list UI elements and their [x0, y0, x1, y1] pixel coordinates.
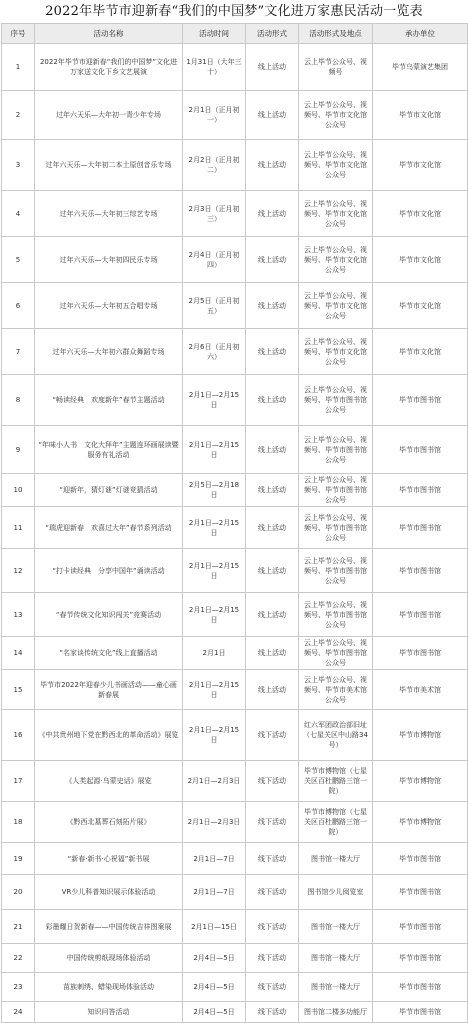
- activity-time-cell: 2月1日（正月初一）: [183, 91, 246, 140]
- organizer-cell: 毕节市图书馆: [373, 973, 468, 1002]
- col-header-name: 活动名称: [35, 24, 183, 44]
- table-row: [2, 670, 468, 710]
- organizer-cell: 毕节市图书馆: [373, 1002, 468, 1023]
- activity-form-cell: 线上活动: [246, 593, 299, 637]
- activity-time-cell: 2月1日—2月15日: [183, 507, 246, 549]
- activity-form-cell: 线下活动: [246, 875, 299, 910]
- row-index-cell: 15: [2, 670, 35, 710]
- activity-form-cell: 线下活动: [246, 944, 299, 973]
- activity-time-cell: 2月2日（正月初二）: [183, 140, 246, 191]
- organizer-cell: 毕节市图书馆: [373, 875, 468, 910]
- table-row: [2, 474, 468, 507]
- table-row: [2, 329, 468, 375]
- organizer-cell: 毕节市图书馆: [373, 944, 468, 973]
- activity-place-cell: 云上毕节公众号、视频号、毕节市文化馆公众号: [299, 140, 373, 191]
- activity-name-cell: 中国传统剪纸现场体验活动: [35, 944, 183, 973]
- table-header-row: [2, 24, 468, 44]
- row-index-cell: 5: [2, 237, 35, 283]
- row-index-cell: 12: [2, 549, 35, 593]
- table-row: [2, 426, 468, 474]
- activity-place-cell: 毕节市博物馆（七星关区百杜鹏路三馆一院）: [299, 802, 373, 843]
- row-index-cell: 3: [2, 140, 35, 191]
- activity-place-cell: 云上毕节公众号、视频号、毕节市文化馆公众号: [299, 191, 373, 237]
- activity-place-cell: 图书馆一楼大厅: [299, 843, 373, 875]
- row-index-cell: 19: [2, 843, 35, 875]
- activity-time-cell: 2月1日—2月15日: [183, 670, 246, 710]
- row-index-cell: 1: [2, 44, 35, 91]
- table-row: [2, 237, 468, 283]
- activity-time-cell: 2月1日—2月3日: [183, 802, 246, 843]
- table-row: [2, 375, 468, 426]
- table-row: [2, 507, 468, 549]
- activity-table: [1, 23, 468, 1023]
- activity-time-cell: 2月6日（正月初六）: [183, 329, 246, 375]
- activity-place-cell: 图书馆一楼大厅: [299, 910, 373, 944]
- row-index-cell: 7: [2, 329, 35, 375]
- row-index-cell: 14: [2, 637, 35, 670]
- table-row: [2, 1002, 468, 1023]
- row-index-cell: 21: [2, 910, 35, 944]
- activity-form-cell: 线下活动: [246, 802, 299, 843]
- activity-name-cell: 《黔西北墓葬石刻拓片展》: [35, 802, 183, 843]
- activity-time-cell: 2月1日—2月15日: [183, 375, 246, 426]
- activity-name-cell: “畅读经典 欢度新年”春节主题活动: [35, 375, 183, 426]
- activity-form-cell: 线上活动: [246, 329, 299, 375]
- col-header-form: 活动形式: [246, 24, 299, 44]
- organizer-cell: 毕节市文化馆: [373, 237, 468, 283]
- activity-place-cell: 云上毕节公众号、视频号、毕节市图书馆公众号: [299, 593, 373, 637]
- organizer-cell: 毕节市图书馆: [373, 474, 468, 507]
- table-row: [2, 761, 468, 802]
- row-index-cell: 18: [2, 802, 35, 843]
- activity-place-cell: 云上毕节公众号、视频号、毕节市图书馆公众号: [299, 549, 373, 593]
- organizer-cell: 毕节市图书馆: [373, 637, 468, 670]
- table-row: [2, 802, 468, 843]
- table-row: [2, 549, 468, 593]
- activity-form-cell: 线上活动: [246, 191, 299, 237]
- activity-time-cell: 2月5日—2月18日: [183, 474, 246, 507]
- activity-place-cell: 云上毕节公众号、视频号、毕节市文化馆公众号: [299, 329, 373, 375]
- activity-name-cell: “年味小人书 文化大拜年”主题连环画展读暨服务有礼活动: [35, 426, 183, 474]
- organizer-cell: 毕节市博物馆: [373, 761, 468, 802]
- activity-place-cell: 云上毕节公众号、视频号、毕节市图书馆公众号: [299, 474, 373, 507]
- organizer-cell: 毕节市图书馆: [373, 593, 468, 637]
- table-row: [2, 944, 468, 973]
- row-index-cell: 11: [2, 507, 35, 549]
- table-row: [2, 875, 468, 910]
- activity-time-cell: 2月1日—2月15日: [183, 426, 246, 474]
- organizer-cell: 毕节市文化馆: [373, 140, 468, 191]
- activity-place-cell: 云上毕节公众号、视频号、毕节市美术馆公众号: [299, 670, 373, 710]
- activity-form-cell: 线上活动: [246, 507, 299, 549]
- organizer-cell: 毕节市博物馆: [373, 710, 468, 761]
- activity-form-cell: 线上活动: [246, 237, 299, 283]
- activity-name-cell: VR少儿科普知识展示体验活动: [35, 875, 183, 910]
- table-row: [2, 637, 468, 670]
- row-index-cell: 23: [2, 973, 35, 1002]
- activity-name-cell: “春节传统文化知识闯关”竞赛活动: [35, 593, 183, 637]
- activity-form-cell: 线下活动: [246, 1002, 299, 1023]
- row-index-cell: 24: [2, 1002, 35, 1023]
- activity-time-cell: 2月1日—2月3日: [183, 761, 246, 802]
- organizer-cell: 毕节市文化馆: [373, 283, 468, 329]
- activity-form-cell: 线上活动: [246, 44, 299, 91]
- activity-time-cell: 2月1日—2月15日: [183, 549, 246, 593]
- activity-time-cell: 2月1日—7日: [183, 875, 246, 910]
- activity-form-cell: 线下活动: [246, 843, 299, 875]
- activity-name-cell: 过年六天乐—大年初三综艺专场: [35, 191, 183, 237]
- col-header-time: 活动时间: [183, 24, 246, 44]
- activity-name-cell: 过年六天乐—大年初六群众舞蹈专场: [35, 329, 183, 375]
- row-index-cell: 9: [2, 426, 35, 474]
- table-row: [2, 44, 468, 91]
- table-row: [2, 191, 468, 237]
- activity-place-cell: 云上毕节公众号、视频号: [299, 44, 373, 91]
- activity-form-cell: 线上活动: [246, 91, 299, 140]
- activity-place-cell: 毕节市博物馆（七星关区百杜鹏路三馆一院）: [299, 761, 373, 802]
- activity-name-cell: 《中共贵州地下党在黔西北的革命活动》展览: [35, 710, 183, 761]
- activity-name-cell: 知识问答活动: [35, 1002, 183, 1023]
- activity-time-cell: 2月1日: [183, 637, 246, 670]
- activity-place-cell: 云上毕节公众号、视频号、毕节市图书馆公众号: [299, 507, 373, 549]
- activity-time-cell: 2月4日—5日: [183, 973, 246, 1002]
- activity-form-cell: 线上活动: [246, 549, 299, 593]
- row-index-cell: 6: [2, 283, 35, 329]
- activity-time-cell: 2月3日（正月初三）: [183, 191, 246, 237]
- col-header-org: 承办单位: [373, 24, 468, 44]
- activity-time-cell: 2月4日—5日: [183, 944, 246, 973]
- activity-place-cell: 云上毕节公众号、视频号、毕节市文化馆公众号: [299, 237, 373, 283]
- table-row: [2, 843, 468, 875]
- activity-form-cell: 线上活动: [246, 140, 299, 191]
- activity-place-cell: 云上毕节公众号、视频号、毕节市图书馆公众号: [299, 375, 373, 426]
- activity-place-cell: 云上毕节公众号、视频号、毕节市图书馆公众号: [299, 426, 373, 474]
- activity-form-cell: 线上活动: [246, 375, 299, 426]
- activity-name-cell: 过年六天乐—大年初二本土原创音乐专场: [35, 140, 183, 191]
- organizer-cell: 毕节市文化馆: [373, 329, 468, 375]
- table-row: [2, 283, 468, 329]
- activity-place-cell: 云上毕节公众号、视频号、毕节市文化馆公众号: [299, 283, 373, 329]
- activity-form-cell: 线下活动: [246, 761, 299, 802]
- table-row: [2, 973, 468, 1002]
- activity-form-cell: 线上活动: [246, 283, 299, 329]
- activity-name-cell: “新春·新书·心祝福”新书展: [35, 843, 183, 875]
- activity-name-cell: “迎新年，猜灯谜”灯谜竞猜活动: [35, 474, 183, 507]
- activity-time-cell: 2月1日—7日: [183, 843, 246, 875]
- row-index-cell: 10: [2, 474, 35, 507]
- activity-form-cell: 线下活动: [246, 973, 299, 1002]
- activity-place-cell: 图书馆少儿阅览室: [299, 875, 373, 910]
- row-index-cell: 16: [2, 710, 35, 761]
- organizer-cell: 毕节市美术馆: [373, 670, 468, 710]
- row-index-cell: 8: [2, 375, 35, 426]
- organizer-cell: 毕节市图书馆: [373, 843, 468, 875]
- activity-form-cell: 线上活动: [246, 670, 299, 710]
- row-index-cell: 20: [2, 875, 35, 910]
- activity-place-cell: 图书馆一楼大厅: [299, 944, 373, 973]
- table-row: [2, 140, 468, 191]
- activity-time-cell: 1月31日（大年三十）: [183, 44, 246, 91]
- activity-name-cell: 彩墨耀日贺新春——中国传统吉祥图案展: [35, 910, 183, 944]
- row-index-cell: 22: [2, 944, 35, 973]
- row-index-cell: 17: [2, 761, 35, 802]
- organizer-cell: 毕节市图书馆: [373, 426, 468, 474]
- activity-time-cell: 2月5日（正月初五）: [183, 283, 246, 329]
- organizer-cell: 毕节市图书馆: [373, 375, 468, 426]
- activity-place-cell: 红六军团政治部旧址（七星关区中山路34号）: [299, 710, 373, 761]
- activity-name-cell: 《人类起源·乌蒙史话》展览: [35, 761, 183, 802]
- col-header-place: 活动形式及地点: [299, 24, 373, 44]
- activity-name-cell: 过年六天乐—大年初一青少年专场: [35, 91, 183, 140]
- activity-place-cell: 图书馆二楼多功能厅: [299, 1002, 373, 1023]
- organizer-cell: 毕节市图书馆: [373, 549, 468, 593]
- col-header-index: 序号: [2, 24, 35, 44]
- activity-name-cell: 过年六天乐—大年初五合唱专场: [35, 283, 183, 329]
- organizer-cell: 毕节市图书馆: [373, 507, 468, 549]
- activity-form-cell: 线上活动: [246, 637, 299, 670]
- activity-form-cell: 线上活动: [246, 426, 299, 474]
- organizer-cell: 毕节市文化馆: [373, 91, 468, 140]
- table-row: [2, 593, 468, 637]
- activity-place-cell: 图书馆一楼大厅: [299, 973, 373, 1002]
- row-index-cell: 2: [2, 91, 35, 140]
- table-row: [2, 710, 468, 761]
- activity-name-cell: 过年六天乐—大年初四民乐专场: [35, 237, 183, 283]
- activity-form-cell: 线上活动: [246, 474, 299, 507]
- table-row: [2, 91, 468, 140]
- row-index-cell: 4: [2, 191, 35, 237]
- activity-name-cell: “打卡读经典 分享中国年”诵读活动: [35, 549, 183, 593]
- organizer-cell: 毕节乌蒙演艺集团: [373, 44, 468, 91]
- activity-time-cell: 2月4日—5日: [183, 1002, 246, 1023]
- activity-name-cell: 2022年毕节市迎新春“我们的中国梦”文化进万家送文化下乡文艺展演: [35, 44, 183, 91]
- activity-place-cell: 云上毕节公众号、视频号、毕节市文化馆公众号: [299, 91, 373, 140]
- organizer-cell: 毕节市文化馆: [373, 191, 468, 237]
- activity-time-cell: 2月4日（正月初四）: [183, 237, 246, 283]
- activity-name-cell: 毕节市2022年迎春少儿书画活动——童心画新春展: [35, 670, 183, 710]
- row-index-cell: 13: [2, 593, 35, 637]
- activity-name-cell: “瑞虎迎新春 欢喜过大年”春节系列活动: [35, 507, 183, 549]
- organizer-cell: 毕节市图书馆: [373, 910, 468, 944]
- table-row: [2, 910, 468, 944]
- activity-time-cell: 2月1日—2月15日: [183, 593, 246, 637]
- activity-time-cell: 2月1日—2月15日: [183, 710, 246, 761]
- page-title: 2022年毕节市迎新春“我们的中国梦”文化进万家惠民活动一览表: [45, 4, 423, 19]
- activity-name-cell: “名家谈传统文化”线上直播活动: [35, 637, 183, 670]
- activity-place-cell: 云上毕节公众号、视频号、毕节市图书馆公众号: [299, 637, 373, 670]
- activity-name-cell: 苗族刺绣、蜡染现场体验活动: [35, 973, 183, 1002]
- organizer-cell: 毕节市博物馆: [373, 802, 468, 843]
- activity-time-cell: 2月1日—15日: [183, 910, 246, 944]
- activity-form-cell: 线下活动: [246, 910, 299, 944]
- activity-form-cell: 线下活动: [246, 710, 299, 761]
